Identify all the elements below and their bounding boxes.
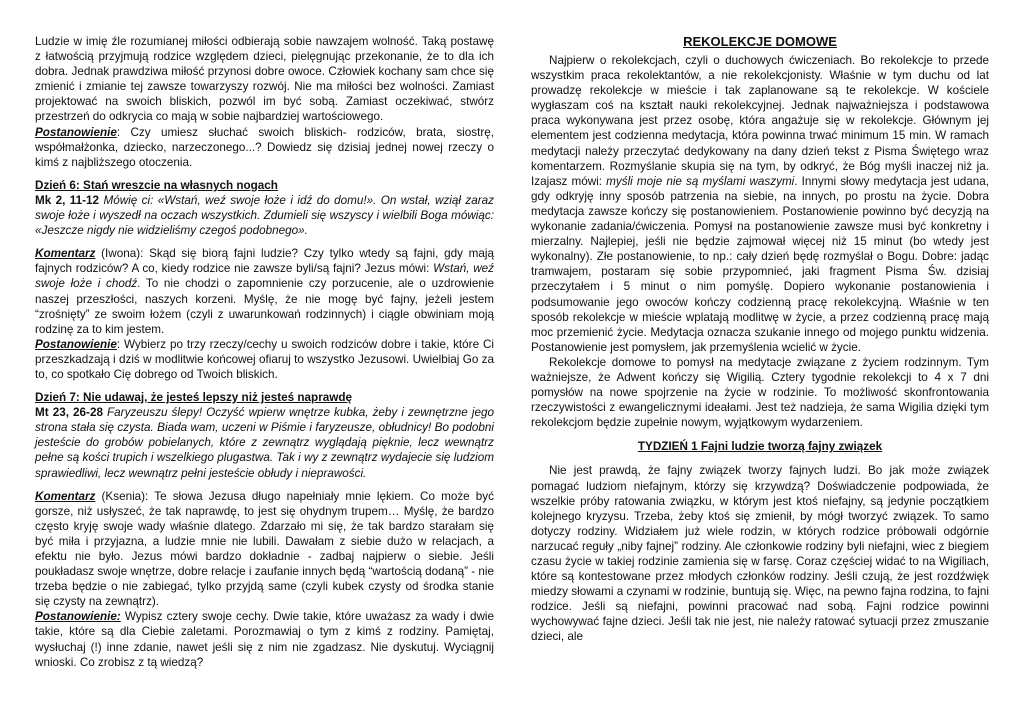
resolution-paragraph	[35, 125, 494, 170]
intro-rekolekcje-text-a: Najpierw o rekolekcjach, czyli o duchowych ćwiczeniach. Bo rekolekcje to przede wszystkim praca rekolektantów, a nie rekolekcjonisty. Właśnie w tym duchu od lat prowadzę rekolekcje w mieście i tak zaplanowane są te rekolekcje. W kościele wygłaszam coś na kształt nauki rekolekcyjnej. Jednak najważniejsza i podstawowa praca wykonywana jest przez osobę, która angażuje się w rekolekcje. Głównym jej elementem jest codzienna medytacja, która powinna trwać minimum 15 min. W ramach medytacji należy przeczytać dedykowany na dany dzień tekst z Pisma Świętego wraz komentarzem. Rozmyślanie skupia się na tym, by odkryć, że Bóg myśli inaczej niż ja. Izajasz mówi:	[531, 54, 989, 188]
day7-comment-label: Komentarz	[35, 489, 96, 503]
day6-scripture	[35, 193, 494, 238]
left-column	[35, 34, 494, 670]
week1-paragraph: Nie jest prawdą, że fajny związek tworzy fajnych ludzi. Bo jak może związek pomagać ludziom niefajnym, którzy się krzywdzą? Doświadczenie podpowiada, że wszelkie próby ratowania związku, w którym jest ktoś niefajny, są jedynie początkiem kolejnego kryzysu. Trzeba, żeby ktoś się zmienił, by mógł tworzyć związek. To samo dotyczy rodziny. Widziałem już wiele rodzin, w których rodzice próbowali odgórnie narzucać reguły „niby fajnej” rodziny. Ale członkowie rodziny byli niefajni, wiec z biegiem czasu życie w takiej rodzinie zamienia się w farsę. Coraz częściej widać to na Wigiliach, które są kontestowane przez młodych członków rodziny. Jeśli czują, że jest rozdźwięk miedzy słowami a czynami w rodzinie, buntują się. Więc, na pewno fajna rodzina, to fajni rodzice. Jeśli są niefajni, powinni pracować nad sobą. Fajni rodzice powinni wychowywać fajne dzieci. Jeśli tak nie jest, nie należy ratować sytuacji przez zmuszanie dzieci, ale	[531, 464, 989, 644]
right-column	[531, 34, 989, 645]
day7-comment-text: (Ksenia): Te słowa Jezusa długo napełniały mnie lękiem. Co może być gorsze, niż usłyszeć, że tak naprawdę, to jest się ohydnym trupem… Myślę, że bardzo często kryję swoje wady właśnie dlatego. Zdarzało mi się, że tak bardzo starałam się być miła i przyjazna, a ludzie mnie nie lubili. Dawałam z siebie dużo w relacjach, a efektu nie było. Jezus mówi bardzo dokładnie - zadbaj najpierw o siebie. Jeśli poukładasz swoje wnętrze, dobre relacje i zaufanie innych będą “wartością dodaną” - nie trzeba będzie o nie zabiegać, tylko przyjdą same (czyli kubek czysty od środka stanie się czysty na zewnątrz).	[35, 489, 494, 609]
intro-rekolekcje-text-b: . Innymi słowy medytacja jest udana, gdy odkryję inny sposób patrzenia na siebie, na innych, po prostu na życie. Dobra medytacja zawsze kończy się postanowieniem. Postanowienie powinno być decyzją na wykonanie zadania/ćwiczenia. Pomysł na postanowienie zawsze musi być konkretny i mierzalny. Najlepiej, jeśli nie będzie zajmował więcej niż 15 minut (bo wtedy jest wykonalny). Złe postanowienie, to np.: cały dzień będę rozmyślał o Bogu. Dobre: jadąc tramwajem, postaram się sobie przypomnieć, jaki fragment Pisma Św. dzisiaj przeczytałem i 5 minut o nim pomyślę. Dopiero wykonanie postanowienia i podsumowanie jego owoców kończy codzienną pracę rekolekcyjną. Właśnie w ten sposób rekolekcje w mieście wplatają modlitwę w życie, a przez codzienną pracę mają moc przemienić życie. Medytacja oznacza szukanie innego od mojego punktu widzenia. Postanowienie jest pomysłem, jak przemyślenia wcielić w życie.	[531, 174, 989, 354]
day6-comment-label: Komentarz	[35, 247, 96, 261]
home-retreat-paragraph: Rekolekcje domowe to pomysł na medytacje związane z życiem rodzinnym. Tym ważniejsze, że Adwent kończy się Wigilią. Cztery tygodnie rekolekcji to 4 x 7 dni pomysłów na nowe spojrzenie na życie w rodzinie. To możliwość skonfrontowania rzeczywistości z ewangelicznymi ideałami. Jest też nadzieja, że sama Wigilia dzięki tym rekolekcjom będzie zupełnie nowym, wyjątkowym wydarzeniem.	[531, 355, 989, 430]
day6-comment-italic: Wstań, weź swoje łoże i chodź	[35, 262, 495, 291]
day7-resolution-label: Postanowienie:	[35, 610, 121, 624]
day6-comment-text-b: . To nie chodzi o zapomnienie czy porzucenie, ale o uzdrowienie naszej przeszłości, naszych korzeni. Myślę, że nie mogę być fajny, jeżeli jestem “zrośnięty” ze swoim łożem (czyli z uwarunkowań rodzinnych) i ciągle obwiniam moją rodzinę za to kim jestem.	[35, 277, 494, 336]
day6-reference: Mk 2, 11-12	[35, 193, 100, 207]
intro-rekolekcje-paragraph	[531, 53, 989, 355]
day7-quote: Faryzeuszu ślepy! Oczyść wpierw wnętrze kubka, żeby i zewnętrzne jego strona stała się czysta. Biada wam, uczeni w Piśmie i faryzeusze, obłudnicy! Bo podobni jesteście do grobów pobielanych, które z zewnątrz wyglądają pięknie, lecz wewnątrz pełne są kości trupich i wszelkiego plugastwa. Tak i wy z zewnątrz wydajecie się ludziom sprawiedliwi, lecz wewnątrz pełni jesteście obłudy i nieprawości.	[35, 406, 494, 480]
day6-comment-text-a: (Iwona): Skąd się biorą fajni ludzie? Czy tylko wtedy są fajni, gdy mają fajnych rodziców? A co, kiedy rodzice nie zawsze byli/są fajni? Jezus mówi:	[35, 247, 494, 276]
day6-resolution-text: : Wybierz po trzy rzeczy/cechy u swoich rodziców dobre i takie, które Ci przeszkadzają i dziś w modlitwie końcowej ofiaruj to wszystko Jezusowi. Uwielbiaj Go za to, co spotkało Cię dobrego od Twoich bliskich.	[35, 337, 494, 381]
day6-quote: Mówię ci: «Wstań, weź swoje łoże i idź do domu!». On wstał, wziął zaraz swoje łoże i wyszedł na oczach wszystkich. Zdumieli się wszyscy i wielbili Boga mówiąc: «Jeszcze nigdy nie widzieliśmy czegoś podobnego».	[35, 193, 494, 238]
day6-resolution	[35, 337, 494, 382]
intro-paragraph: Ludzie w imię źle rozumianej miłości odbierają sobie nawzajem wolność. Taką postawę z łatwością przyjmują rodzice względem dzieci, pielęgnując przekonanie, że to dla ich dobra. Jednak prawdziwa miłość przynosi dobre owoce. Człowiek kochany sam chce się zmienić i zmianie tej zawsze towarzyszy rozwój. Nie ma miłości bez wolności. Zamiast projektować na swoich bliskich, pozwól im być sobą. Zamiast oczekiwać, stwórz przestrzeń do odkrycia co mają w sobie najbardziej wartościowego.	[35, 35, 494, 124]
day7-resolution-text: Wypisz cztery swoje cechy. Dwie takie, które uważasz za wady i dwie takie, które są dla Ciebie zaletami. Porozmawiaj o tym z kimś z rodziny. Pamiętaj, wysłuchaj (!) inne zdanie, nawet jeśli się z nim nie zgadzasz. Nie dyskutuj. Wyciągnij wnioski. Co zrobisz z tą wiedzą?	[35, 610, 494, 669]
intro-rekolekcje-quote: myśli moje nie są myślami waszymi	[606, 174, 795, 188]
day7-reference: Mt 23, 26-28	[35, 406, 103, 420]
day7-scripture	[35, 405, 494, 480]
page-title: REKOLEKCJE DOMOWE	[683, 34, 837, 49]
day7-comment	[35, 489, 494, 610]
day6-resolution-label: Postanowienie	[35, 337, 117, 351]
day6-comment	[35, 246, 494, 337]
day7-heading: Dzień 7: Nie udawaj, że jesteś lepszy niż jesteś naprawdę	[35, 391, 352, 405]
week1-title: TYDZIEŃ 1 Fajni ludzie tworzą fajny związek	[637, 440, 883, 454]
resolution-text: : Czy umiesz słuchać swoich bliskich- rodziców, brata, siostrę, współmałżonka, dziecko, narzeczonego...? Dowiedz się dzisiaj jednej nowej rzeczy o kimś z najbliższego otoczenia.	[35, 125, 494, 169]
day6-heading: Dzień 6: Stań wreszcie na własnych nogach	[35, 178, 278, 192]
day7-resolution	[35, 609, 494, 669]
resolution-label: Postanowienie	[35, 125, 117, 139]
